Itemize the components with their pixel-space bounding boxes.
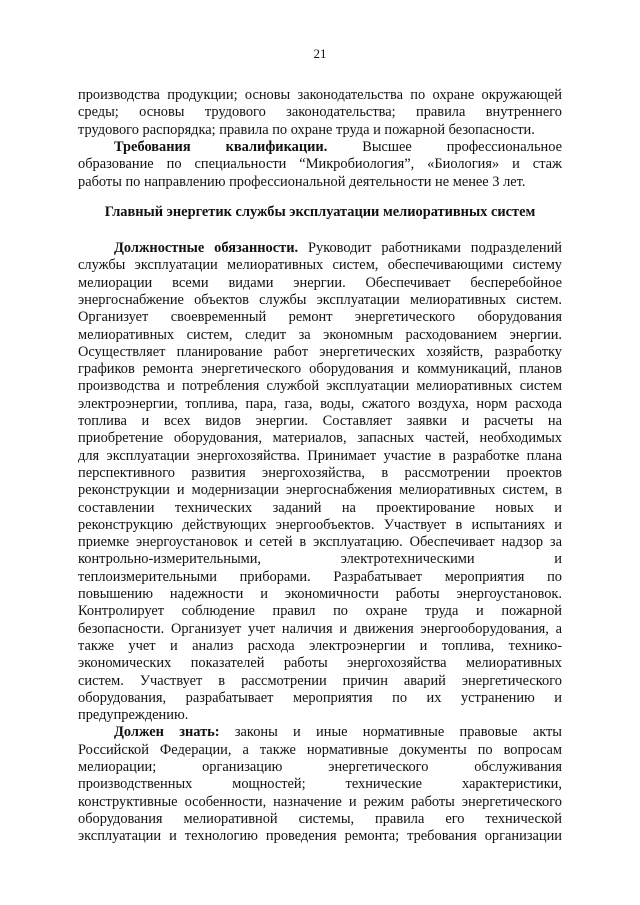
text-line: среды; основы трудового законодательства; правила внутреннего <box>78 104 562 121</box>
qualification-text: Высшее профессиональное <box>362 138 562 155</box>
qualification-label: Требования квалификации. <box>114 138 328 155</box>
text-line: работы по направлению профессиональной деятельности не менее 3 лет. <box>78 173 526 190</box>
text-line: Организует своевременный ремонт энергетического оборудования <box>78 309 562 326</box>
text-line: теплоизмерительными приборами. Разрабатывает мероприятия по <box>78 568 562 585</box>
text-line: составлении технических заданий на проектирование новых и <box>78 499 562 516</box>
text-line: реконструкции и модернизации энергоснабжения мелиоративных систем, в <box>78 482 562 499</box>
text-line: топлива и всех видов энергии. Составляет заявки и расчеты на <box>78 413 562 429</box>
knowledge-first-line <box>114 724 562 741</box>
text-line: реконструкцию действующих энергообъектов. Участвует в испытаниях и <box>78 516 562 533</box>
page-number: 21 <box>313 46 327 61</box>
text-line: производства продукции; основы законодательства по охране окружающей <box>78 87 562 103</box>
qualification-first-line <box>114 139 562 156</box>
text-line: также учет и анализ расхода электроэнергии и топлива, технико- <box>78 637 562 654</box>
text-line: конструктивные особенности, назначение и режим работы энергетического <box>78 793 562 810</box>
text-line: электроэнергии, топлива, пара, газа, воды, сжатого воздуха, норм расхода <box>78 395 562 412</box>
text-line: предупреждению. <box>78 707 189 724</box>
text-line: оборудования мелиоративной системы, правила его технической <box>78 810 562 827</box>
text-line: для эксплуатации энергохозяйства. Принимает участие в разработке плана <box>78 447 562 464</box>
text-line: Контролирует соблюдение правил по охране труда и пожарной <box>78 603 562 620</box>
text-line: мелиорации; организацию энергетического обслуживания <box>78 759 562 775</box>
text-line: контрольно-измерительными, электротехническими и <box>78 551 562 568</box>
text-line: Осуществляет планирование работ энергетических хозяйств, разработку <box>78 343 562 360</box>
text-line: образование по специальности “Микробиология”, «Биология» и стаж <box>78 156 562 173</box>
text-line: оборудования, разрабатывает мероприятия по их устранению и <box>78 689 562 706</box>
duties-text: Руководит работниками подразделений <box>308 240 562 256</box>
text-line: трудового распорядка; правила по охране труда и пожарной безопасности. <box>78 121 535 138</box>
knowledge-text: законы и иные нормативные правовые акты <box>234 724 562 741</box>
text-line: энергоснабжение объектов службы эксплуатации мелиоративных систем. <box>78 291 562 308</box>
text-line: безопасности. Организует учет наличия и движения энергооборудования, а <box>78 620 562 637</box>
text-line: экономических показателей работы энергохозяйства мелиоративных <box>78 655 562 672</box>
text-line: мелиорации всеми видами энергии. Обеспечивает бесперебойное <box>78 274 562 291</box>
section-heading: Главный энергетик службы эксплуатации мелиоративных систем <box>104 204 536 220</box>
duties-label: Должностные обязанности. <box>114 240 299 256</box>
text-line: Российской Федерации, а также нормативные документы по вопросам <box>78 741 562 758</box>
text-line: приобретение оборудования, материалов, запасных частей, необходимых <box>78 430 562 447</box>
text-line: производственных мощностей; технические характеристики, <box>78 776 562 793</box>
text-line: графиков ремонта энергетического оборудования и коммуникаций, планов <box>78 361 562 378</box>
duties-first-line <box>114 240 562 257</box>
text-line: службы эксплуатации мелиоративных систем, обеспечивающими систему <box>78 257 562 274</box>
text-line: мелиоративных систем, следит за экономным расходованием энергии. <box>78 326 562 343</box>
text-line: систем. Участвует в рассмотрении причин аварий энергетического <box>78 672 562 689</box>
text-line: повышению надежности и экономичности работы энергоустановок. <box>78 586 562 602</box>
text-line: приемке энергоустановок и сетей в эксплуатацию. Обеспечивает надзор за <box>78 534 562 551</box>
text-line: эксплуатации и технологию проведения ремонта; требования организации <box>78 828 562 845</box>
text-line: производства и потребления службой эксплуатации мелиоративных систем <box>78 378 562 395</box>
knowledge-label: Должен знать: <box>114 724 220 741</box>
text-line: перспективного развития энергохозяйства, в рассмотрении проектов <box>78 464 562 481</box>
